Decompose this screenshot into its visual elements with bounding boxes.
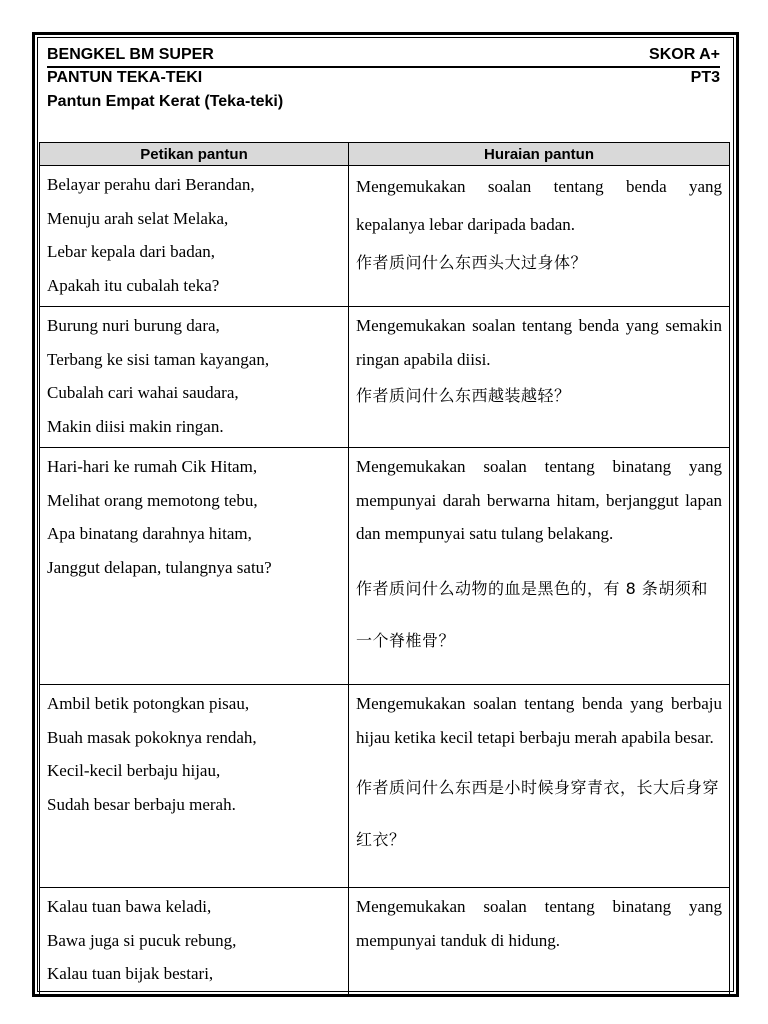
huraian-text: Mengemukakan soalan tentang benda yang semakin ringan apabila diisi. — [356, 316, 722, 369]
huraian-text: Mengemukakan soalan tentang binatang yang mempunyai tanduk di hidung. — [356, 897, 722, 950]
huraian-cell — [349, 685, 730, 888]
pantun-line: Belayar perahu dari Berandan, — [47, 175, 255, 194]
table-header-row — [40, 143, 730, 166]
pantun-line: Apakah itu cubalah teka? — [47, 275, 220, 295]
huraian-chinese: 作者质问什么东西是小时候身穿青衣，长大后身穿红衣？ — [356, 778, 720, 849]
table-row — [40, 307, 730, 448]
huraian-cell — [349, 888, 730, 996]
column-header-petikan: Petikan pantun — [40, 143, 349, 166]
table-row — [40, 448, 730, 685]
huraian-chinese: 作者质问什么动物的血是黑色的，有 8 条胡须和一个脊椎骨？ — [356, 578, 708, 650]
pantun-line: Sudah besar berbaju merah. — [47, 794, 236, 814]
pantun-table — [39, 142, 730, 996]
header-row-2 — [47, 69, 720, 87]
level-label: PT3 — [690, 69, 720, 86]
pantun-cell — [40, 307, 349, 448]
pantun-line: Apa binatang darahnya hitam, — [47, 524, 252, 543]
huraian-chinese: 作者质问什么东西头大过身体？ — [356, 253, 588, 272]
table-row — [40, 888, 730, 996]
pantun-line: Buah masak pokoknya rendah, — [47, 727, 257, 747]
workshop-title: BENGKEL BM SUPER — [47, 46, 214, 63]
pantun-cell — [40, 448, 349, 685]
pantun-line: Melihat orang memotong tebu, — [47, 490, 258, 510]
column-header-huraian: Huraian pantun — [349, 143, 730, 166]
huraian-text: Mengemukakan soalan tentang benda yang berbaju hijau ketika kecil tetapi berbaju merah apabila besar. — [356, 694, 722, 747]
pantun-line: Cubalah cari wahai saudara, — [47, 383, 239, 402]
huraian-text: Mengemukakan soalan tentang binatang yang mempunyai darah berwarna hitam, berjanggut lapan dan mempunyai satu tulang belakang. — [356, 457, 722, 543]
score-label: SKOR A+ — [649, 46, 720, 63]
huraian-cell — [349, 166, 730, 307]
huraian-text: Mengemukakan soalan tentang benda yang kepalanya lebar daripada badan. — [356, 177, 722, 234]
table-row — [40, 166, 730, 307]
pantun-line: Terbang ke sisi taman kayangan, — [47, 349, 270, 369]
pantun-cell — [40, 685, 349, 888]
pantun-line: Kalau tuan bijak bestari, — [47, 964, 214, 983]
huraian-cell — [349, 307, 730, 448]
pantun-line: Lebar kepala dari badan, — [47, 242, 216, 261]
header-row-1 — [47, 46, 720, 68]
pantun-line: Burung nuri burung dara, — [47, 316, 220, 335]
pantun-cell — [40, 888, 349, 996]
header-row-3 — [47, 93, 720, 111]
pantun-line: Kalau tuan bawa keladi, — [47, 897, 212, 916]
pantun-cell — [40, 166, 349, 307]
pantun-line: Hari-hari ke rumah Cik Hitam, — [47, 457, 258, 476]
huraian-chinese: 作者质问什么东西越装越轻？ — [356, 386, 571, 405]
pantun-line: Kecil-kecil berbaju hijau, — [47, 761, 221, 780]
pantun-line: Ambil betik potongkan pisau, — [47, 694, 250, 713]
pantun-line: Menuju arah selat Melaka, — [47, 208, 229, 228]
table-row — [40, 685, 730, 888]
pantun-line: Janggut delapan, tulangnya satu? — [47, 557, 272, 577]
huraian-cell — [349, 448, 730, 685]
pantun-line: Makin diisi makin ringan. — [47, 416, 224, 436]
pantun-line: Bawa juga si pucuk rebung, — [47, 930, 237, 950]
topic-title: PANTUN TEKA-TEKI — [47, 69, 203, 86]
section-subtitle: Pantun Empat Kerat (Teka-teki) — [47, 93, 284, 110]
